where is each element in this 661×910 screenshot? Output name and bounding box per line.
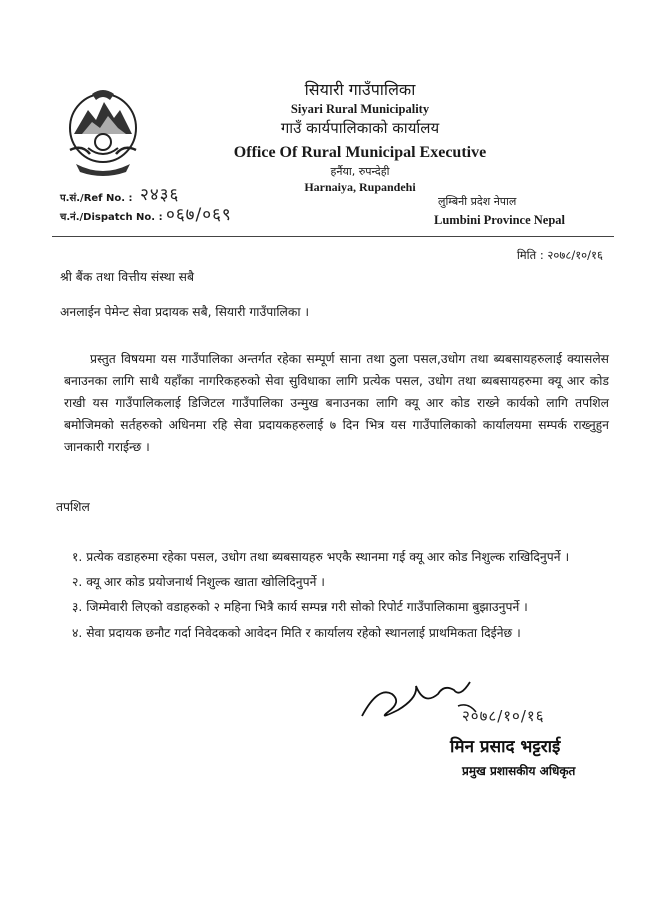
nepal-emblem-icon [62,88,144,176]
municipality-name-ne: सियारी गाउँपालिका [304,80,416,99]
list-item: ३. जिम्मेवारी लिएको वडाहरुको २ महिना भित्रै कार्य सम्पन्न गरी सोको रिपोर्ट गाउँपालिकामा बुझाउनुपर्ने । [72,600,528,614]
province-ne: लुम्बिनी प्रदेश नेपाल [438,195,517,208]
body-paragraph: प्रस्तुत विषयमा यस गाउँपालिका अन्तर्गत रहेका सम्पूर्ण साना तथा ठुला पसल,उधोग तथा ब्यबसायहरुलाई क्यासलेस बनाउनका लागि साथै यहाँका नागरिकहरुको सेवा सुविधाका लागि प्रत्येक पसल, उधोग तथा ब्यबसायहरुमा क्यू आर कोड राखी यस गाउँपालिकलाई डिजिटल गाउँपालिका उन्मुख बनाउनका लागि क्यू आर कोड राख्ने कार्यको लागि तपशिल बमोजिमको सर्तहरुको अधिनमा रहि सेवा प्रदायकहरुलाई ७ दिन भित्र यस गाउँपालिकाको कार्यालयमा सम्पर्क राख्नुहुन जानकारी गराईन्छ । [64,352,609,454]
letter-date: मिति : २०७८/१०/१६ [516,248,603,262]
location-ne: हर्नैया, रुपन्देही [330,165,390,178]
signatory-designation: प्रमुख प्रशासकीय अधिकृत [462,764,576,778]
ref-no-value: २४३६ [140,185,180,205]
header-divider [52,236,614,237]
list-item: १. प्रत्येक वडाहरुमा रहेका पसल, उधोग तथा ब्यबसायहरु भएकै स्थानमा गई क्यू आर कोड निशुल्क राखिदिनुपर्ने । [72,550,570,564]
schedule-heading: तपशिल [56,500,90,514]
dispatch-no-label: च.नं./Dispatch No. : [60,212,163,223]
office-name-ne: गाउँ कार्यपालिकाको कार्यालय [280,119,440,137]
list-item: २. क्यू आर कोड प्रयोजनार्थ निशुल्क खाता खोलिदिनुपर्ने । [72,575,325,589]
dispatch-no-value: ०६७/०६९ [166,205,232,225]
province-en: Lumbini Province Nepal [434,213,566,227]
location-en: Harnaiya, Rupandehi [304,180,416,194]
recipient-line-1: श्री बैंक तथा वित्तीय संस्था सबै [60,270,195,284]
recipient-line-2: अनलाईन पेमेन्ट सेवा प्रदायक सबै, सियारी गाउँपालिका । [60,305,310,319]
signature-date: २०७८/१०/१६ [462,707,545,725]
office-name-en: Office Of Rural Municipal Executive [233,144,487,161]
list-item: ४. सेवा प्रदायक छनौट गर्दा निवेदकको आवेदन मिति र कार्यालय रहेको स्थानलाई प्राथमिकता दिईनेछ । [72,626,521,640]
signatory-name: मिन प्रसाद भट्टराई [450,737,561,757]
municipality-name-en: Siyari Rural Municipality [290,102,430,116]
ref-no-label: प.सं./Ref No. : [60,193,133,204]
